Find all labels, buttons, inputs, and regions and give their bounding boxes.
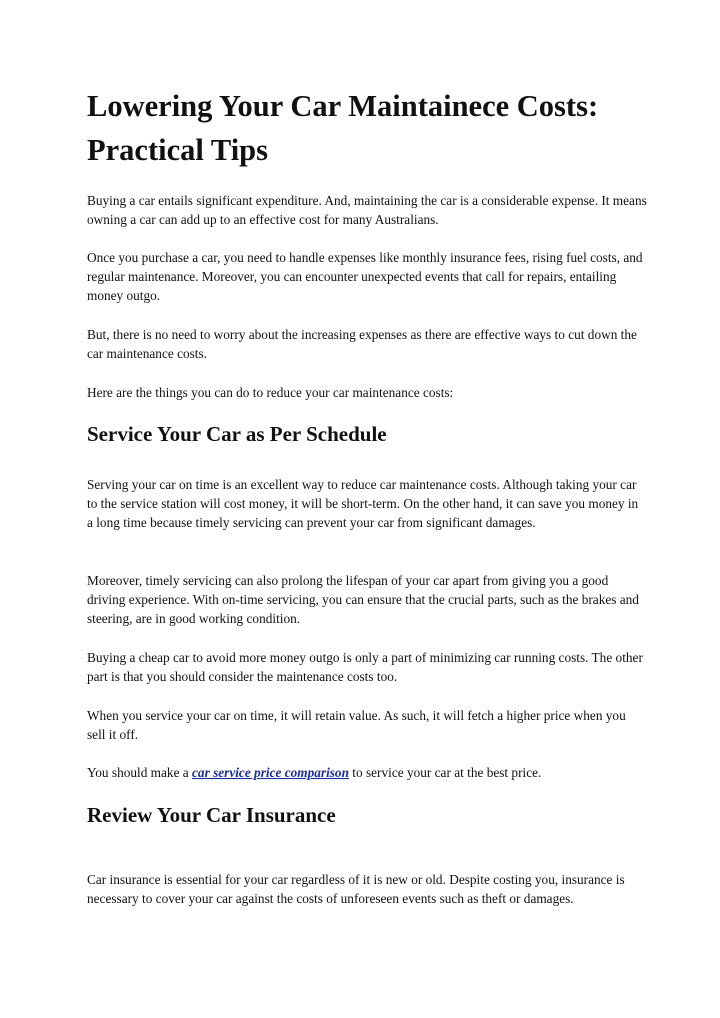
service-paragraph-4: When you service your car on time, it will retain value. As such, it will fetch a higher price when you sell it off. — [87, 708, 626, 743]
page-title — [87, 84, 647, 172]
page-title-line-1: Lowering Your Car Maintainece Costs: — [87, 89, 599, 123]
section-heading-service: Service Your Car as Per Schedule — [87, 422, 387, 446]
intro-paragraph-4: Here are the things you can do to reduce your car maintenance costs: — [87, 385, 454, 400]
link-sentence-after: to service your car at the best price. — [348, 765, 542, 780]
insurance-paragraph-1: Car insurance is essential for your car regardless of it is new or old. Despite costing you, insurance is necessary to cover your car against the costs of unforeseen events such as theft or damages. — [87, 872, 625, 907]
intro-paragraph-3: But, there is no need to worry about the increasing expenses as there are effective ways to cut down the car maintenance costs. — [87, 327, 637, 362]
service-paragraph-1: Serving your car on time is an excellent way to reduce car maintenance costs. Although taking your car to the service station will cost money, it will be short-term. On the other hand, it can save you money in a long time because timely servicing can prevent your car from significant damages. — [87, 477, 639, 531]
service-link-paragraph — [87, 763, 647, 782]
link-sentence-before: You should make a — [87, 765, 193, 780]
service-paragraph-2: Moreover, timely servicing can also prolong the lifespan of your car apart from giving you a good driving experience. With on-time servicing, you can ensure that the crucial parts, such as the brakes and steering, are in good working condition. — [87, 573, 639, 627]
service-paragraph-3: Buying a cheap car to avoid more money outgo is only a part of minimizing car running costs. The other part is that you should consider the maintenance costs too. — [87, 650, 643, 685]
page-title-line-2: Practical Tips — [87, 133, 269, 167]
car-service-price-comparison-link[interactable]: car service price comparison — [192, 765, 349, 780]
intro-paragraph-1: Buying a car entails significant expenditure. And, maintaining the car is a considerable expense. It means owning a car can add up to an effective cost for many Australians. — [87, 193, 647, 228]
intro-paragraph-2: Once you purchase a car, you need to handle expenses like monthly insurance fees, rising fuel costs, and regular maintenance. Moreover, you can encounter unexpected events that call for repairs, entailing money outgo. — [87, 250, 643, 304]
section-heading-insurance: Review Your Car Insurance — [87, 803, 336, 827]
